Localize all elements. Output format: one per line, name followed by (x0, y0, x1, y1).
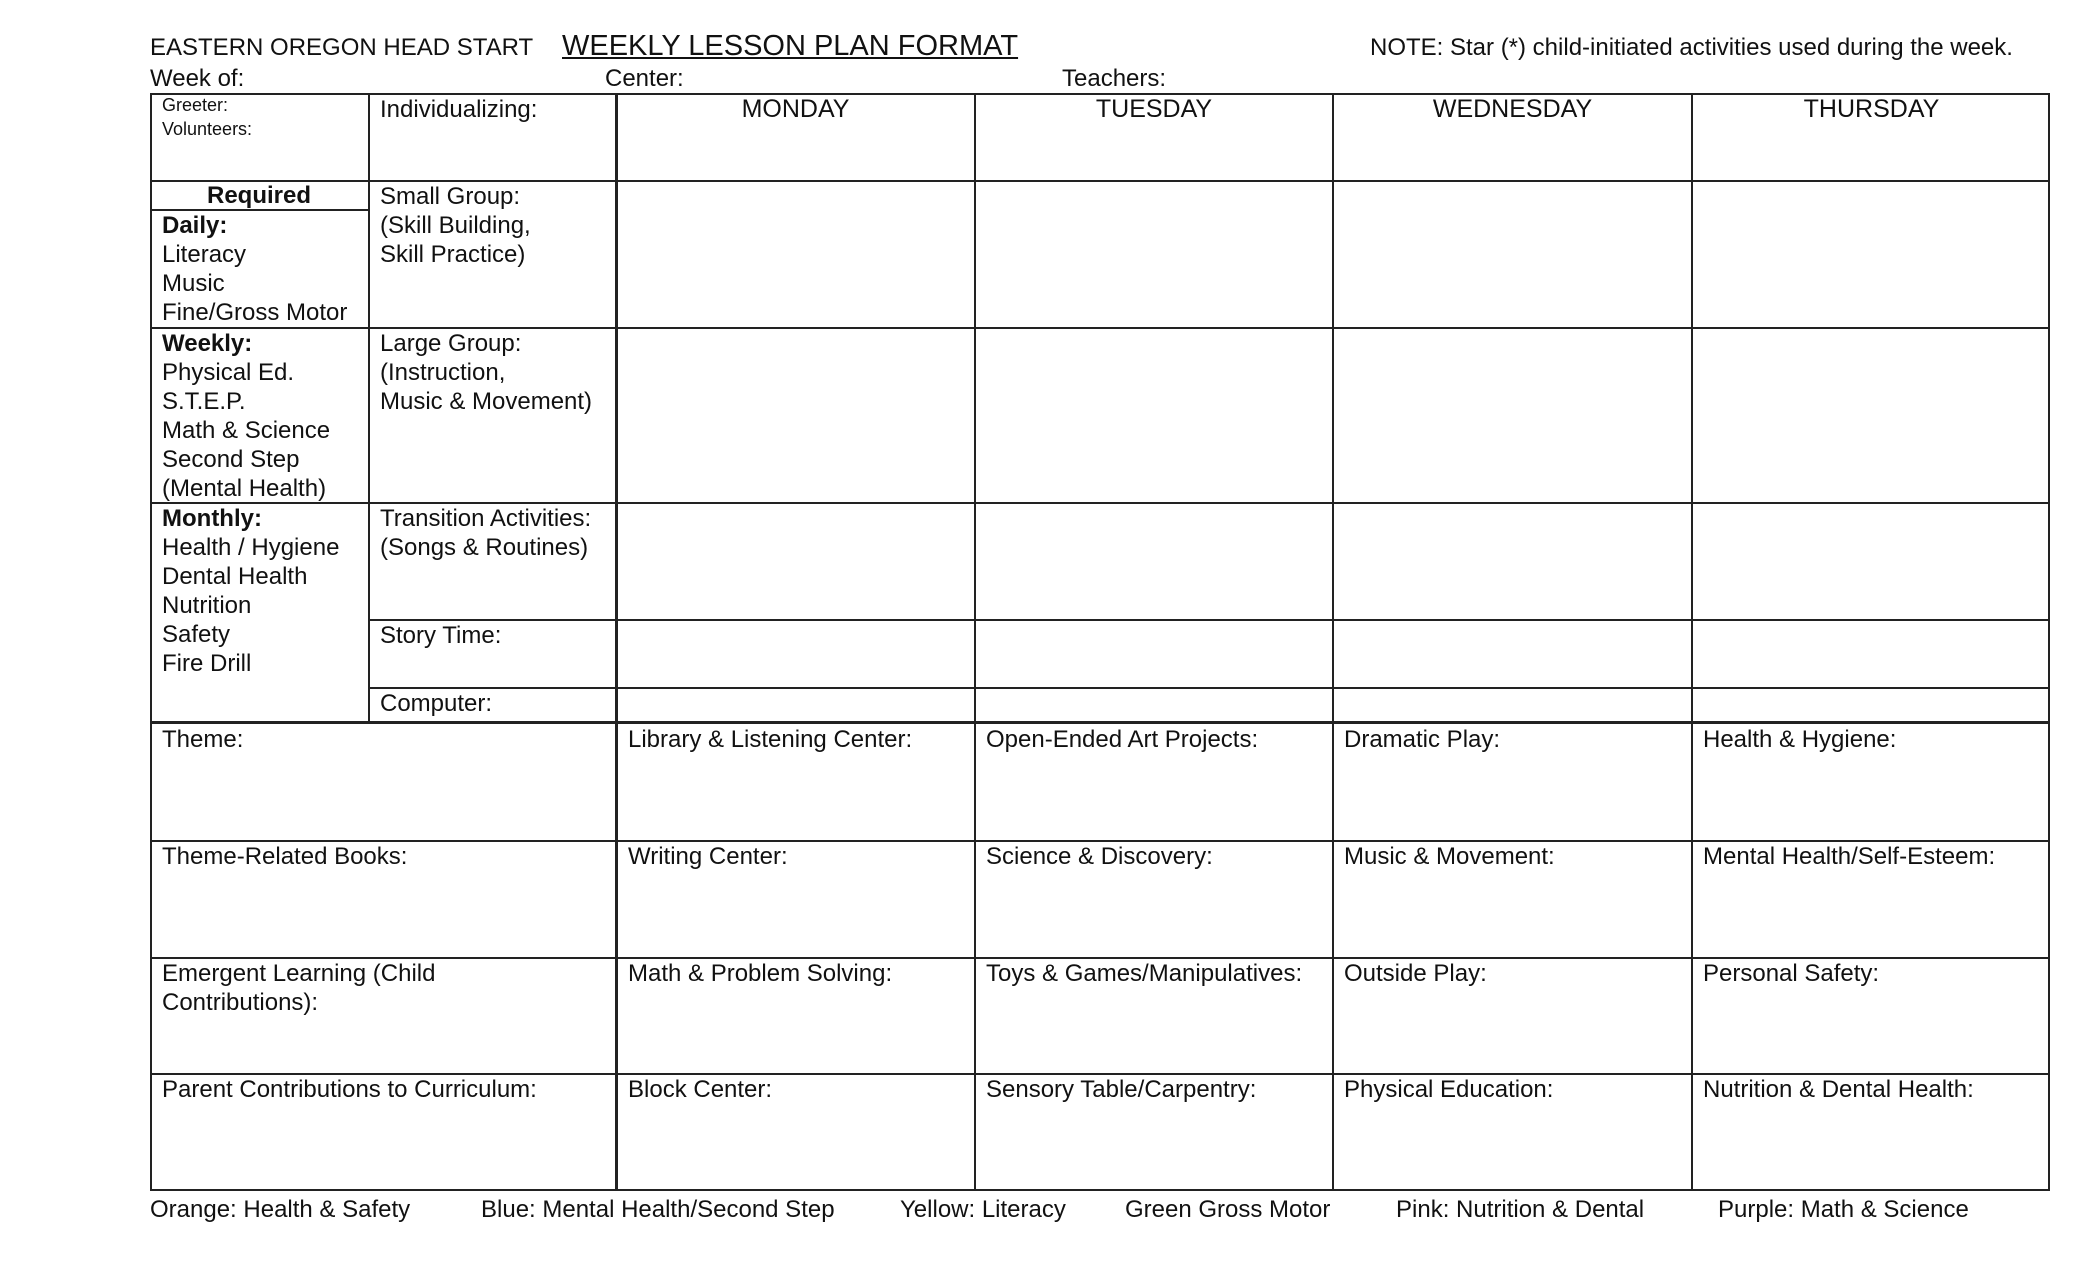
parent-contributions-label: Parent Contributions to Curriculum: (162, 1076, 537, 1103)
large-group-detail: (Instruction, (380, 359, 506, 386)
week-of-label: Week of: (150, 65, 245, 92)
grid-hline-story (368, 687, 2050, 689)
weekly-item: Math & Science (162, 417, 331, 444)
weekly-label: Weekly: (162, 330, 253, 357)
day-header-thursday: THURSDAY (1803, 95, 1940, 123)
story-time-label: Story Time: (380, 622, 502, 649)
grid-hline-transition (368, 619, 2050, 621)
teachers-label: Teachers: (1062, 65, 1167, 92)
daily-label: Daily: (162, 212, 228, 239)
center-label-art: Open-Ended Art Projects: (986, 726, 1259, 753)
legend-green: Green Gross Motor (1125, 1196, 1331, 1223)
required-heading: Required (206, 182, 311, 209)
page-title: WEEKLY LESSON PLAN FORMAT (562, 30, 1019, 62)
transition-label: Transition Activities: (380, 505, 592, 532)
org-name: EASTERN OREGON HEAD START (150, 34, 534, 61)
weekly-item: Second Step (162, 446, 300, 473)
center-label-block: Block Center: (628, 1076, 773, 1103)
emergent-learning-label: Emergent Learning (Child (162, 960, 436, 987)
daily-item: Music (162, 270, 225, 297)
day-header-monday: MONDAY (741, 95, 850, 123)
grid-border-right (2048, 93, 2050, 1191)
center-label-nutrition: Nutrition & Dental Health: (1703, 1076, 1974, 1103)
center-label-outside: Outside Play: (1344, 960, 1487, 987)
legend-pink: Pink: Nutrition & Dental (1396, 1196, 1645, 1223)
theme-books-label: Theme-Related Books: (162, 843, 408, 870)
grid-border-left (150, 93, 152, 1191)
small-group-detail: (Skill Building, (380, 212, 531, 239)
monthly-item: Nutrition (162, 592, 252, 619)
legend-purple: Purple: Math & Science (1718, 1196, 1969, 1223)
grid-vline-left-col (368, 93, 370, 723)
greeter-label: Greeter: (162, 95, 229, 115)
grid-vline-wednesday (1691, 93, 1693, 1191)
transition-detail: (Songs & Routines) (380, 534, 589, 561)
individualizing-label: Individualizing: (380, 96, 538, 123)
daily-item: Fine/Gross Motor (162, 299, 348, 326)
center-label-dramatic: Dramatic Play: (1344, 726, 1501, 753)
center-label-sensory: Sensory Table/Carpentry: (986, 1076, 1257, 1103)
lesson-plan-grid (150, 93, 2050, 1191)
center-label-toys: Toys & Games/Manipulatives: (986, 960, 1303, 987)
grid-border-bottom (150, 1189, 2050, 1191)
monthly-item: Fire Drill (162, 650, 252, 677)
center-label-safety: Personal Safety: (1703, 960, 1880, 987)
day-header-tuesday: TUESDAY (1095, 95, 1213, 123)
grid-vline-tuesday (1332, 93, 1334, 1191)
monthly-item: Health / Hygiene (162, 534, 340, 561)
weekly-item: S.T.E.P. (162, 388, 246, 415)
center-label-science: Science & Discovery: (986, 843, 1213, 870)
legend-yellow: Yellow: Literacy (900, 1196, 1066, 1223)
weekly-item: (Mental Health) (162, 475, 327, 502)
center-label-writing: Writing Center: (628, 843, 788, 870)
center-label-library: Library & Listening Center: (628, 726, 913, 753)
computer-label: Computer: (380, 690, 493, 717)
star-note: NOTE: Star (*) child-initiated activities used during the week. (1370, 34, 2013, 61)
emergent-learning-label-cont: Contributions): (162, 989, 319, 1016)
center-label-mental-health: Mental Health/Self-Esteem: (1703, 843, 1996, 870)
grid-hline-section-break (150, 721, 2050, 724)
daily-item: Literacy (162, 241, 247, 268)
legend-blue: Blue: Mental Health/Second Step (481, 1196, 835, 1223)
grid-vline-monday (974, 93, 976, 1191)
theme-label: Theme: (162, 726, 244, 753)
day-header-wednesday: WEDNESDAY (1432, 95, 1593, 123)
center-label-pe: Physical Education: (1344, 1076, 1554, 1103)
large-group-detail: Music & Movement) (380, 388, 593, 415)
center-label-health: Health & Hygiene: (1703, 726, 1897, 753)
weekly-item: Physical Ed. (162, 359, 295, 386)
monthly-item: Dental Health (162, 563, 308, 590)
center-label-math: Math & Problem Solving: (628, 960, 893, 987)
small-group-label: Small Group: (380, 183, 521, 210)
center-label: Center: (605, 65, 684, 92)
volunteers-label: Volunteers: (162, 119, 253, 139)
monthly-item: Safety (162, 621, 231, 648)
large-group-label: Large Group: (380, 330, 522, 357)
legend-orange: Orange: Health & Safety (150, 1196, 411, 1223)
monthly-label: Monthly: (162, 505, 262, 532)
small-group-detail: Skill Practice) (380, 241, 526, 268)
grid-vline-activity-col (615, 93, 618, 1191)
center-label-music: Music & Movement: (1344, 843, 1555, 870)
